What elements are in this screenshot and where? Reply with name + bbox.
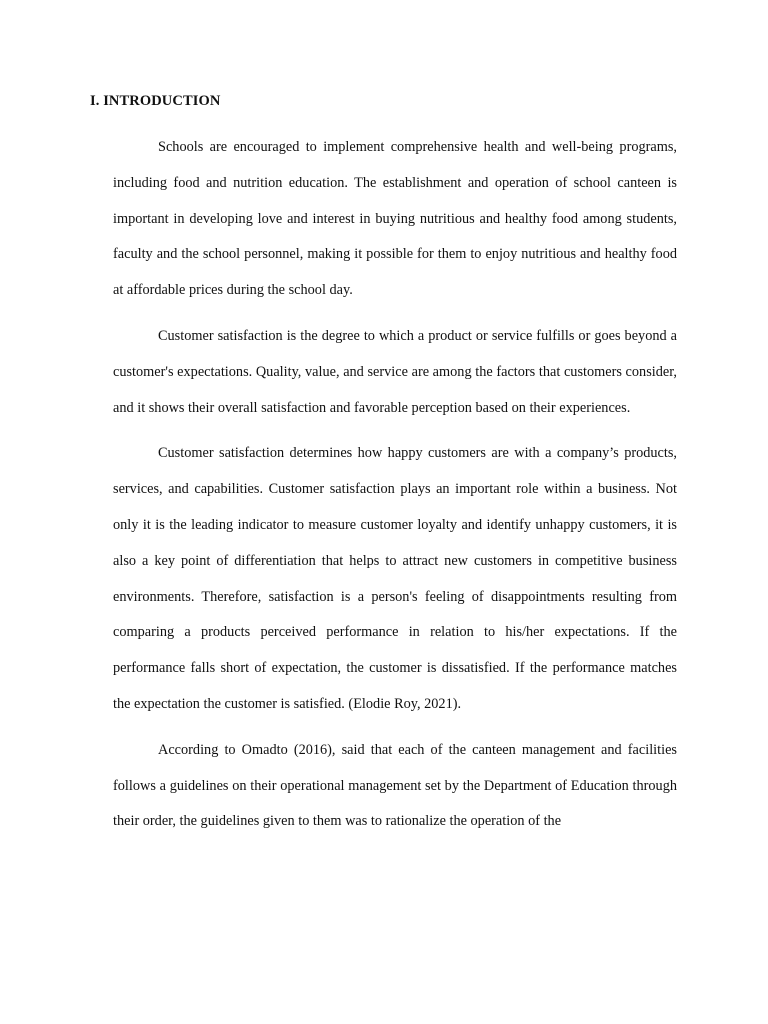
- paragraph-customer-satisfaction-definition: Customer satisfaction is the degree to which a product or service fulfills or goes beyond a customer's expectations. Quality, value, and service are among the factors that customers consider, and it shows their overall satisfaction and favorable perception based on their experiences.: [113, 327, 677, 416]
- paragraph-customer-satisfaction-importance: Customer satisfaction determines how happy customers are with a company’s products, services, and capabilities. Customer satisfaction plays an important role within a business. Not only it is the leading indicator to measure customer loyalty and identify unhappy customers, it is also a key point of differentiation that helps to attract new customers in competitive business environments. Therefore, satisfaction is a person's feeling of disappointments resulting from comparing a products perceived performance in relation to his/her expectations. If the performance falls short of expectation, the customer is dissatisfied. If the performance matches the expectation the customer is satisfied. (Elodie Roy, 2021).: [113, 445, 677, 712]
- paragraph-canteen-guidelines: According to Omadto (2016), said that each of the canteen management and facilities follows a guidelines on their operational management set by the Department of Education through their order, the guidelines given to them was to rationalize the operation of the: [113, 741, 677, 830]
- body-text: [113, 130, 677, 850]
- section-heading: I. INTRODUCTION: [90, 93, 221, 109]
- paragraph-school-canteen: Schools are encouraged to implement comprehensive health and well-being programs, including food and nutrition education. The establishment and operation of school canteen is important in developing love and interest in buying nutritious and healthy food among students, faculty and the school personnel, making it possible for them to enjoy nutritious and healthy food at affordable prices during the school day.: [113, 139, 677, 299]
